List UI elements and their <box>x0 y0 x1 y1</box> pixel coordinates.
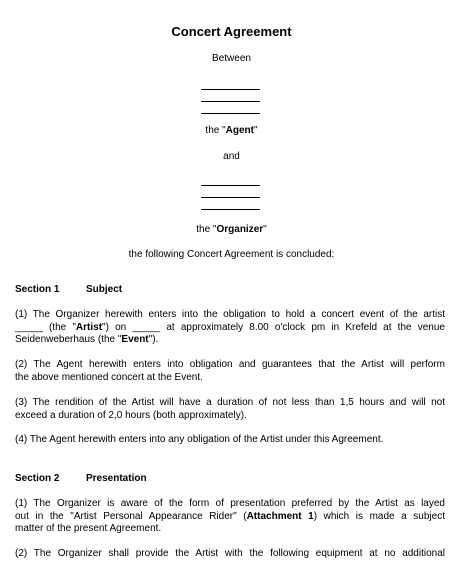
document-title: Concert Agreement <box>171 24 292 39</box>
agent-label-name: Agent <box>225 125 254 136</box>
organizer-label-name: Organizer <box>216 224 264 235</box>
organizer-blank-line-3 <box>201 209 260 210</box>
paragraph-line: (2) The Organizer shall provide the Artist with the following equipment at no additional <box>15 548 445 559</box>
paragraph-line: (2) The Agent herewith enters into obligation and guarantees that the Artist will perform <box>15 359 445 370</box>
section-2-title: Presentation <box>86 473 147 484</box>
agent-blank-line-1 <box>201 89 260 90</box>
section-2-heading <box>15 473 147 484</box>
agent-label-prefix: the " <box>205 125 226 136</box>
organizer-label-suffix: " <box>263 224 267 235</box>
agent-label-suffix: " <box>254 125 258 136</box>
agent-label <box>0 125 463 136</box>
section-1-paragraph-3 <box>15 397 445 422</box>
section-2-number: Section 2 <box>15 473 60 484</box>
section-1-number: Section 1 <box>15 284 60 295</box>
organizer-label <box>0 224 463 235</box>
paragraph-line: (1) The Organizer herewith enters into the obligation to hold a concert event of the artist <box>15 309 445 320</box>
paragraph-line: the above mentioned concert at the Event. <box>15 371 203 383</box>
section-2-paragraph-2 <box>15 548 445 561</box>
paragraph-line: matter of the present Agreement. <box>15 523 162 534</box>
agent-blank-line-3 <box>201 113 260 114</box>
organizer-blank-line-1 <box>201 185 260 186</box>
section-1-title: Subject <box>86 284 123 295</box>
section-1-paragraph-1 <box>15 309 445 347</box>
agent-blank-line-2 <box>201 101 260 102</box>
paragraph-line: _____ (the "Artist") on _____ at approximately 8.00 o'clock pm in Krefeld at the venue <box>15 321 445 333</box>
concluded-statement: the following Concert Agreement is concluded: <box>128 249 335 260</box>
section-1-paragraph-2 <box>15 359 445 384</box>
and-label: and <box>223 151 240 162</box>
paragraph-line: (1) The Organizer is aware of the form of presentation preferred by the Artist as layed <box>15 498 445 509</box>
paragraph-line: (4) The Agent herewith enters into any obligation of the Artist under this Agreement. <box>15 434 384 445</box>
paragraph-line: Seidenweberhaus (the "Event"). <box>15 334 159 345</box>
paragraph-line: out in the "Artist Personal Appearance Rider" (Attachment 1) which is made a subject <box>15 510 445 522</box>
organizer-blank-line-2 <box>201 197 260 198</box>
section-2-paragraph-1 <box>15 498 445 536</box>
paragraph-line: exceed a duration of 2,0 hours (both approximately). <box>15 409 247 421</box>
section-1-paragraph-4 <box>15 434 445 447</box>
between-label: Between <box>212 53 251 64</box>
section-1-heading <box>15 284 123 295</box>
organizer-label-prefix: the " <box>196 224 217 235</box>
paragraph-line: (3) The rendition of the Artist will have a duration of not less than 1,5 hours and will not <box>15 397 445 408</box>
